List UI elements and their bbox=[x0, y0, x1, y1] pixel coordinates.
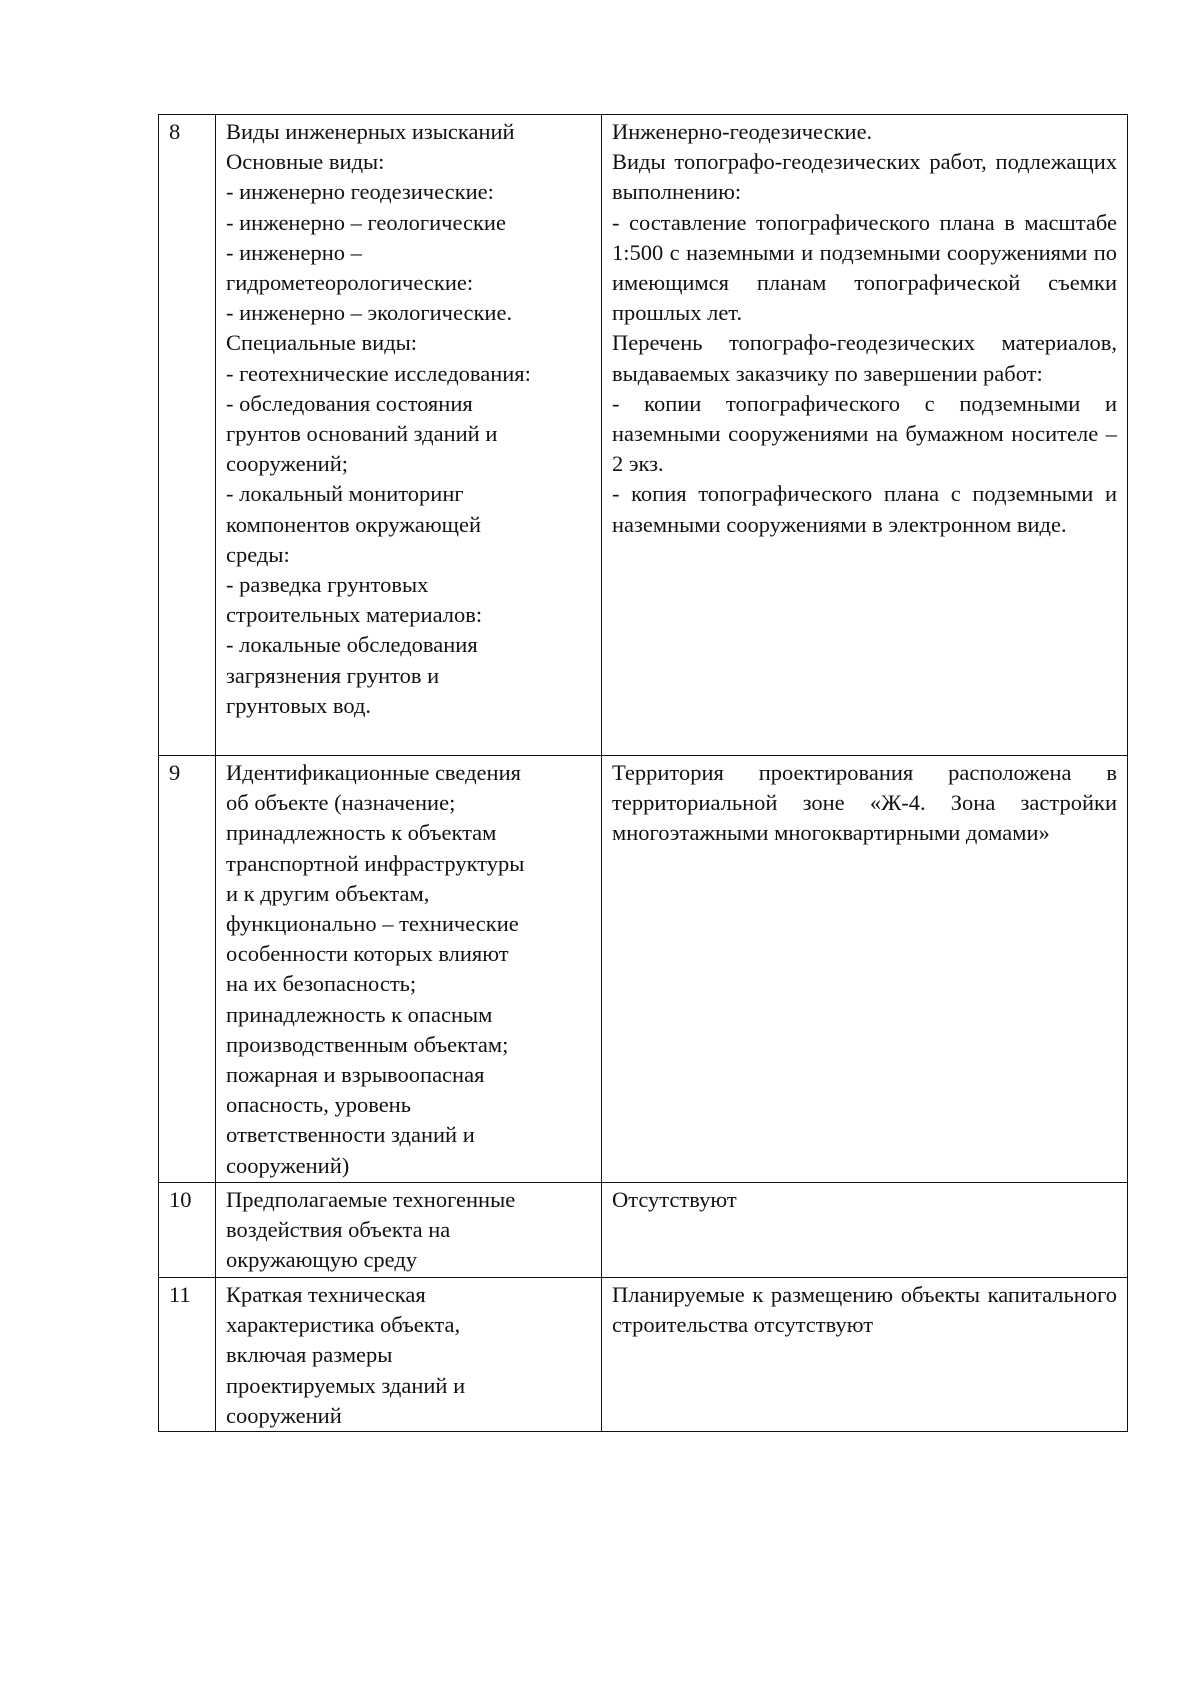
name-line: - локальные обследования bbox=[226, 632, 478, 658]
name-line: проектируемых зданий и bbox=[226, 1372, 466, 1398]
row-value-cell bbox=[602, 1278, 1128, 1432]
name-line: на их безопасность; bbox=[226, 971, 417, 997]
name-line: ответственности зданий и bbox=[226, 1122, 475, 1148]
row-value-cell bbox=[602, 756, 1128, 1183]
name-line: сооружений bbox=[226, 1402, 342, 1428]
specification-table bbox=[158, 114, 1128, 1432]
name-line: принадлежность к опасным bbox=[226, 1001, 493, 1027]
name-line: принадлежность к объектам bbox=[226, 820, 497, 846]
table-row bbox=[159, 1183, 1128, 1278]
name-line: Виды инженерных изысканий bbox=[226, 119, 515, 144]
name-line: транспортной инфраструктуры bbox=[226, 850, 525, 876]
name-line: среды: bbox=[226, 541, 290, 567]
value-paragraph: Инженерно-геодезические. bbox=[612, 119, 873, 144]
row-name-cell bbox=[216, 1278, 602, 1432]
value-paragraph: Виды топографо-геодезических работ, подлежащих выполнению: bbox=[612, 149, 1117, 205]
name-line: строительных материалов: bbox=[226, 602, 483, 628]
row-name-cell bbox=[216, 115, 602, 756]
name-line: воздействия объекта на bbox=[226, 1217, 451, 1243]
name-line: опасность, уровень bbox=[226, 1092, 411, 1118]
name-line: характеристика объекта, bbox=[226, 1312, 461, 1338]
name-line: сооружений; bbox=[226, 451, 349, 477]
name-line: - локальный мониторинг bbox=[226, 481, 464, 507]
name-line: функционально – технические bbox=[226, 911, 519, 937]
name-line: включая размеры bbox=[226, 1342, 393, 1368]
name-line: Основные виды: bbox=[226, 149, 385, 175]
name-line: компонентов окружающей bbox=[226, 511, 482, 537]
name-line: Идентификационные сведения bbox=[226, 760, 521, 785]
value-paragraph: Планируемые к размещению объекты капитального строительства отсутствуют bbox=[612, 1282, 1117, 1338]
value-paragraph: - копии топографического с подземными и наземными сооружениями на бумажном носителе – 2 экз. bbox=[612, 390, 1117, 477]
row-number: 9 bbox=[159, 756, 216, 1183]
name-line: гидрометеорологические: bbox=[226, 270, 474, 296]
table-row bbox=[159, 115, 1128, 756]
row-name-cell bbox=[216, 756, 602, 1183]
name-line: окружающую среду bbox=[226, 1247, 418, 1273]
name-line: Краткая техническая bbox=[226, 1282, 426, 1307]
name-line: - инженерно – геологические bbox=[226, 209, 506, 235]
value-paragraph: Перечень топографо-геодезических материалов, выдаваемых заказчику по завершении работ: bbox=[612, 330, 1117, 386]
name-line: производственным объектам; bbox=[226, 1031, 509, 1057]
name-line: - геотехнические исследования: bbox=[226, 360, 531, 386]
row-number: 11 bbox=[159, 1278, 216, 1432]
table-row bbox=[159, 756, 1128, 1183]
name-line: - инженерно геодезические: bbox=[226, 179, 494, 205]
value-paragraph: Территория проектирования расположена в территориальной зоне «Ж-4. Зона застройки многоэтажными многоквартирными домами» bbox=[612, 760, 1117, 846]
row-number: 8 bbox=[159, 115, 216, 756]
value-paragraph: Отсутствуют bbox=[612, 1187, 737, 1212]
name-line: - инженерно – bbox=[226, 239, 362, 265]
name-line: загрязнения грунтов и bbox=[226, 662, 440, 688]
name-line: особенности которых влияют bbox=[226, 941, 509, 967]
name-line: и к другим объектам, bbox=[226, 880, 430, 906]
row-value-cell bbox=[602, 1183, 1128, 1278]
table-row bbox=[159, 1278, 1128, 1432]
name-line: Предполагаемые техногенные bbox=[226, 1187, 516, 1212]
name-line: об объекте (назначение; bbox=[226, 790, 456, 816]
name-line: - инженерно – экологические. bbox=[226, 300, 513, 326]
row-number: 10 bbox=[159, 1183, 216, 1278]
name-line: грунтов оснований зданий и bbox=[226, 421, 498, 447]
name-line: пожарная и взрывоопасная bbox=[226, 1062, 485, 1088]
name-line: - обследования состояния bbox=[226, 390, 473, 416]
value-paragraph: - составление топографического плана в масштабе 1:500 с наземными и подземными сооружениями по имеющимся планам топографической съемки прошлых лет. bbox=[612, 209, 1117, 326]
row-value-cell bbox=[602, 115, 1128, 756]
name-line: сооружений) bbox=[226, 1152, 350, 1178]
name-line: - разведка грунтовых bbox=[226, 572, 429, 598]
name-line: Специальные виды: bbox=[226, 330, 418, 356]
name-line: грунтовых вод. bbox=[226, 692, 372, 718]
value-paragraph: - копия топографического плана с подземными и наземными сооружениями в электронном виде. bbox=[612, 481, 1117, 537]
row-name-cell bbox=[216, 1183, 602, 1278]
